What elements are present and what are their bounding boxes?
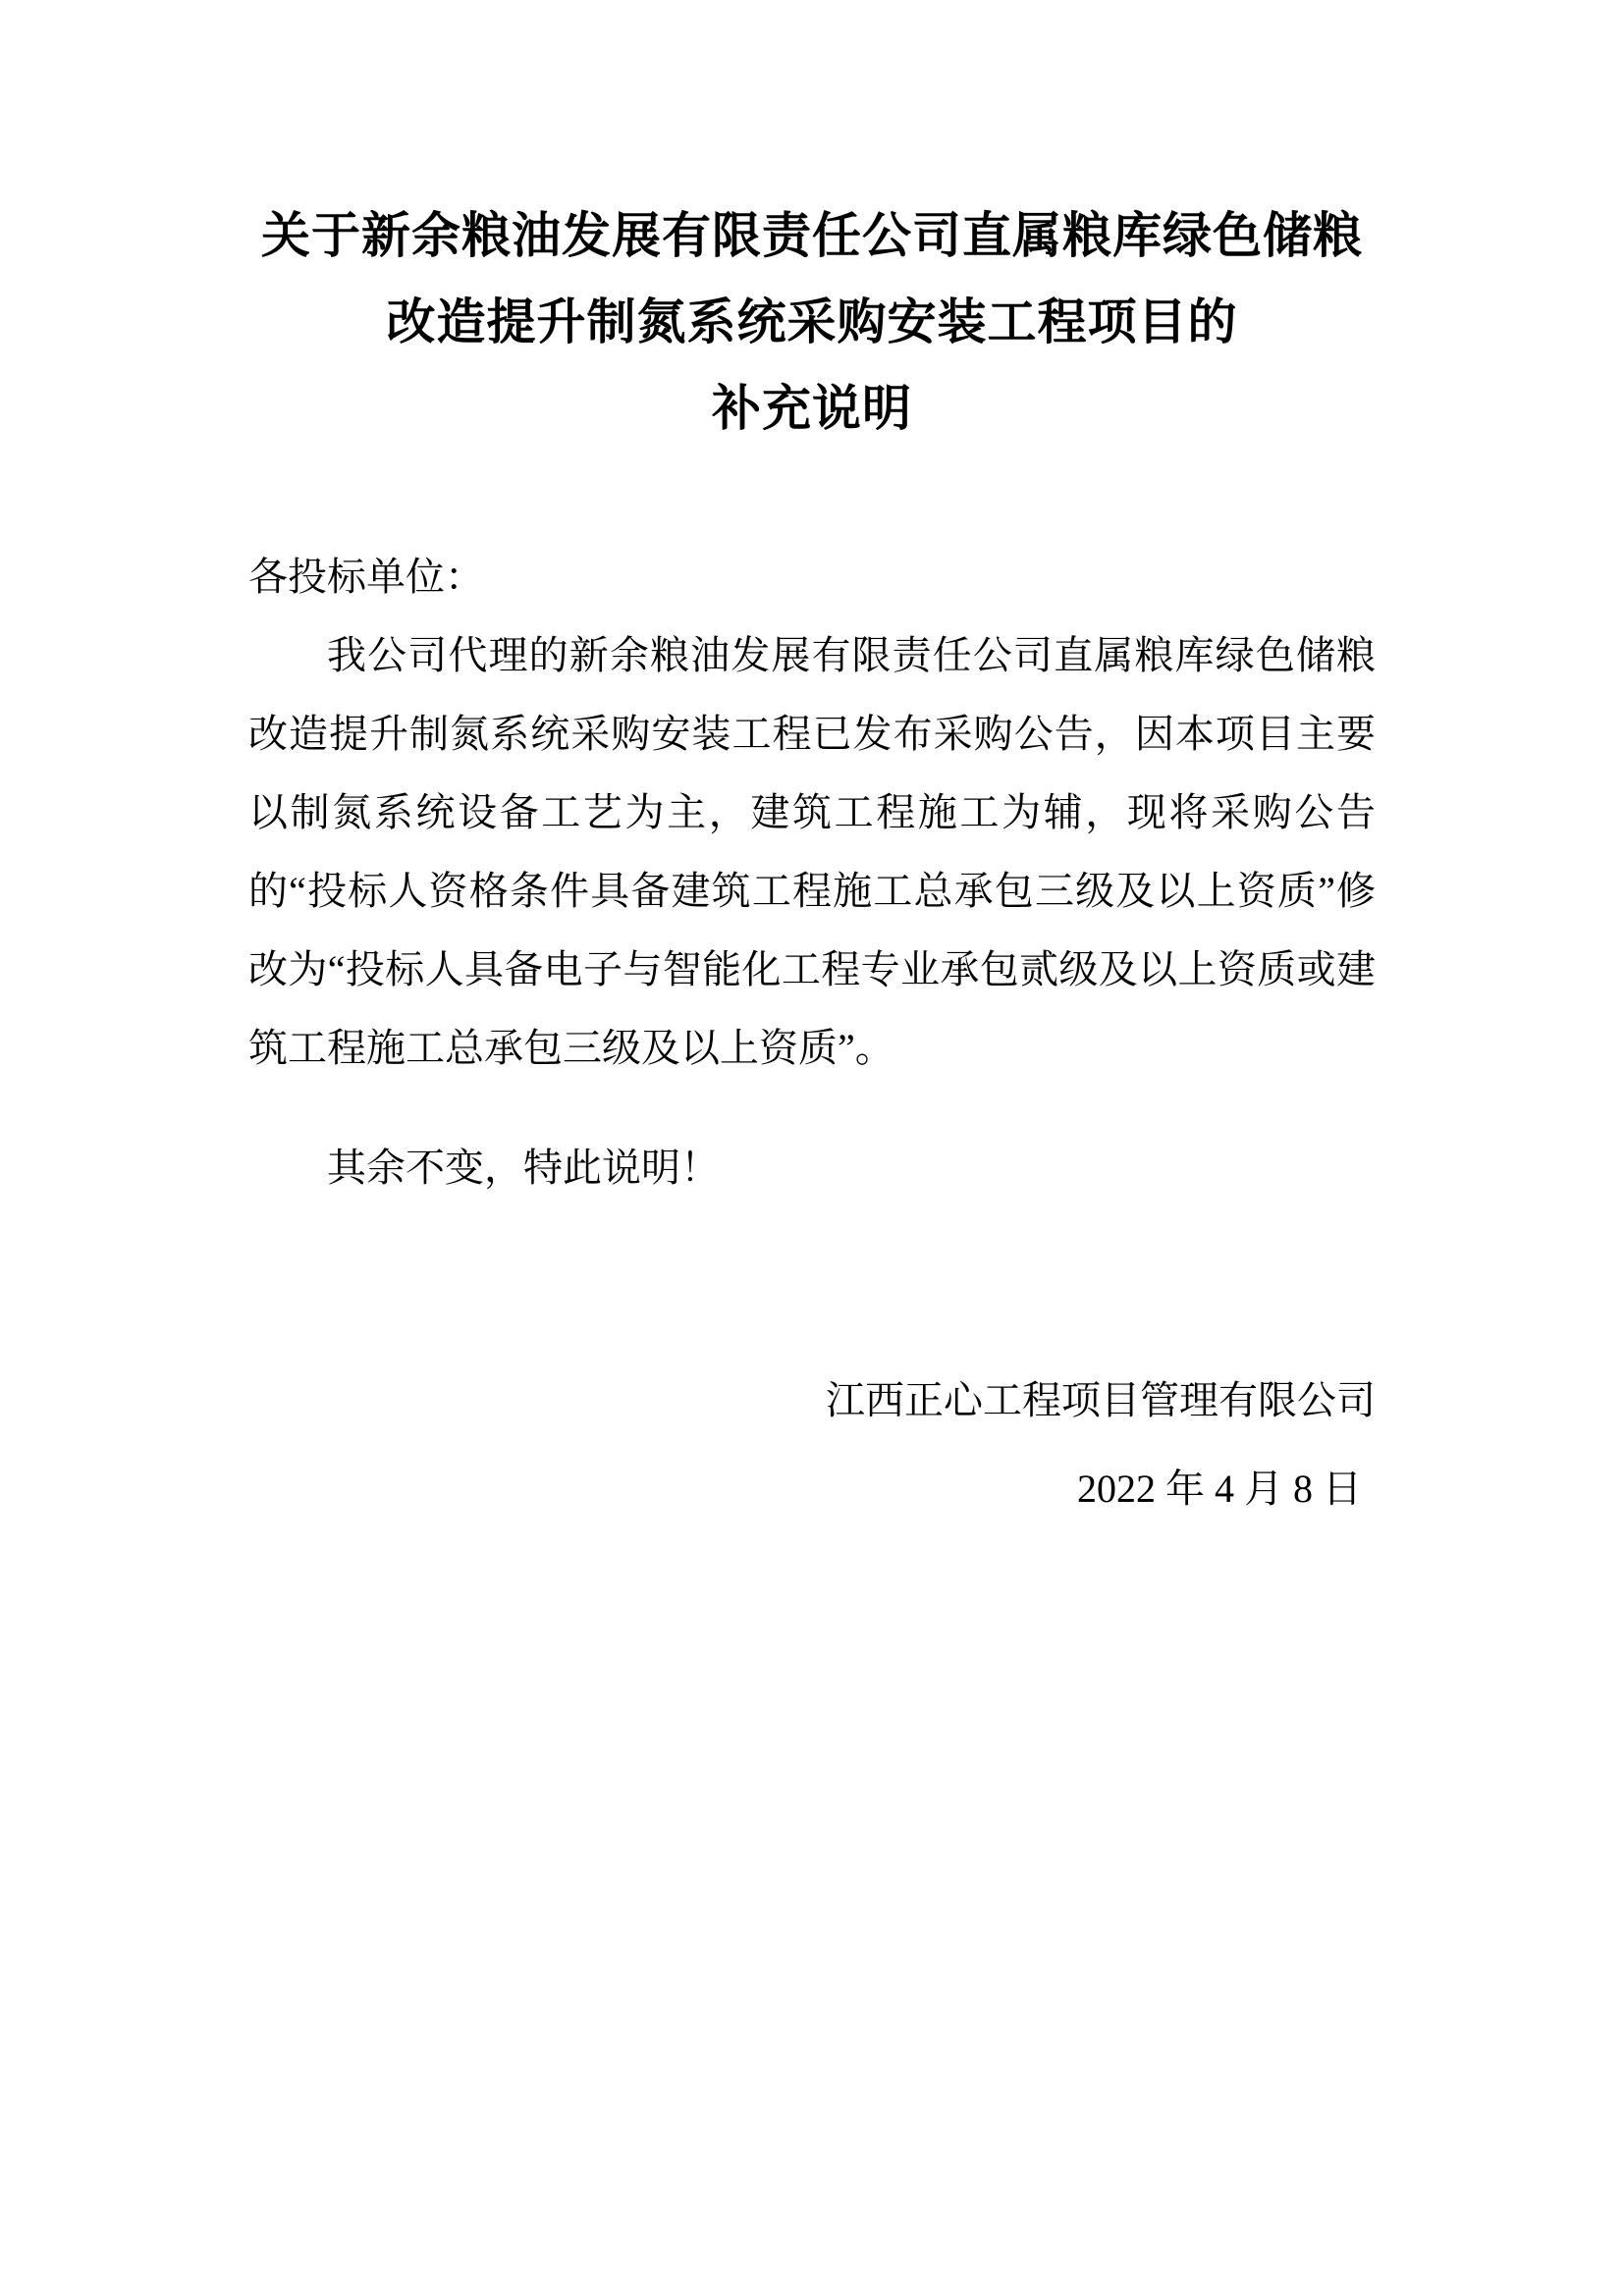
salutation: 各投标单位： — [248, 555, 484, 599]
signature-company: 江西正心工程项目管理有限公司 — [826, 1378, 1376, 1422]
title-line-1: 关于新余粮油发展有限责任公司直属粮库绿色储粮 — [261, 208, 1363, 263]
signature-block — [248, 1357, 1376, 1533]
title-line-2: 改造提升制氮系统采购安装工程项目的 — [386, 294, 1238, 349]
closing-remark: 其余不变，特此说明！ — [327, 1146, 720, 1190]
signature-date: 2022 年 4 月 8 日 — [1077, 1467, 1362, 1511]
title-line-3: 补充说明 — [712, 381, 912, 436]
main-paragraph: 我公司代理的新余粮油发展有限责任公司直属粮库绿色储粮改造提升制氮系统采购安装工程已发布采购公告，因本项目主要以制氮系统设备工艺为主，建筑工程施工为辅，现将采购公告的“投标人资格条件具备建筑工程施工总承包三级及以上资质”修改为“投标人具备电子与智能化工程专业承包贰级及以上资质或建筑工程施工总承包三级及以上资质”。 — [248, 633, 1376, 1070]
document-title — [248, 192, 1376, 452]
